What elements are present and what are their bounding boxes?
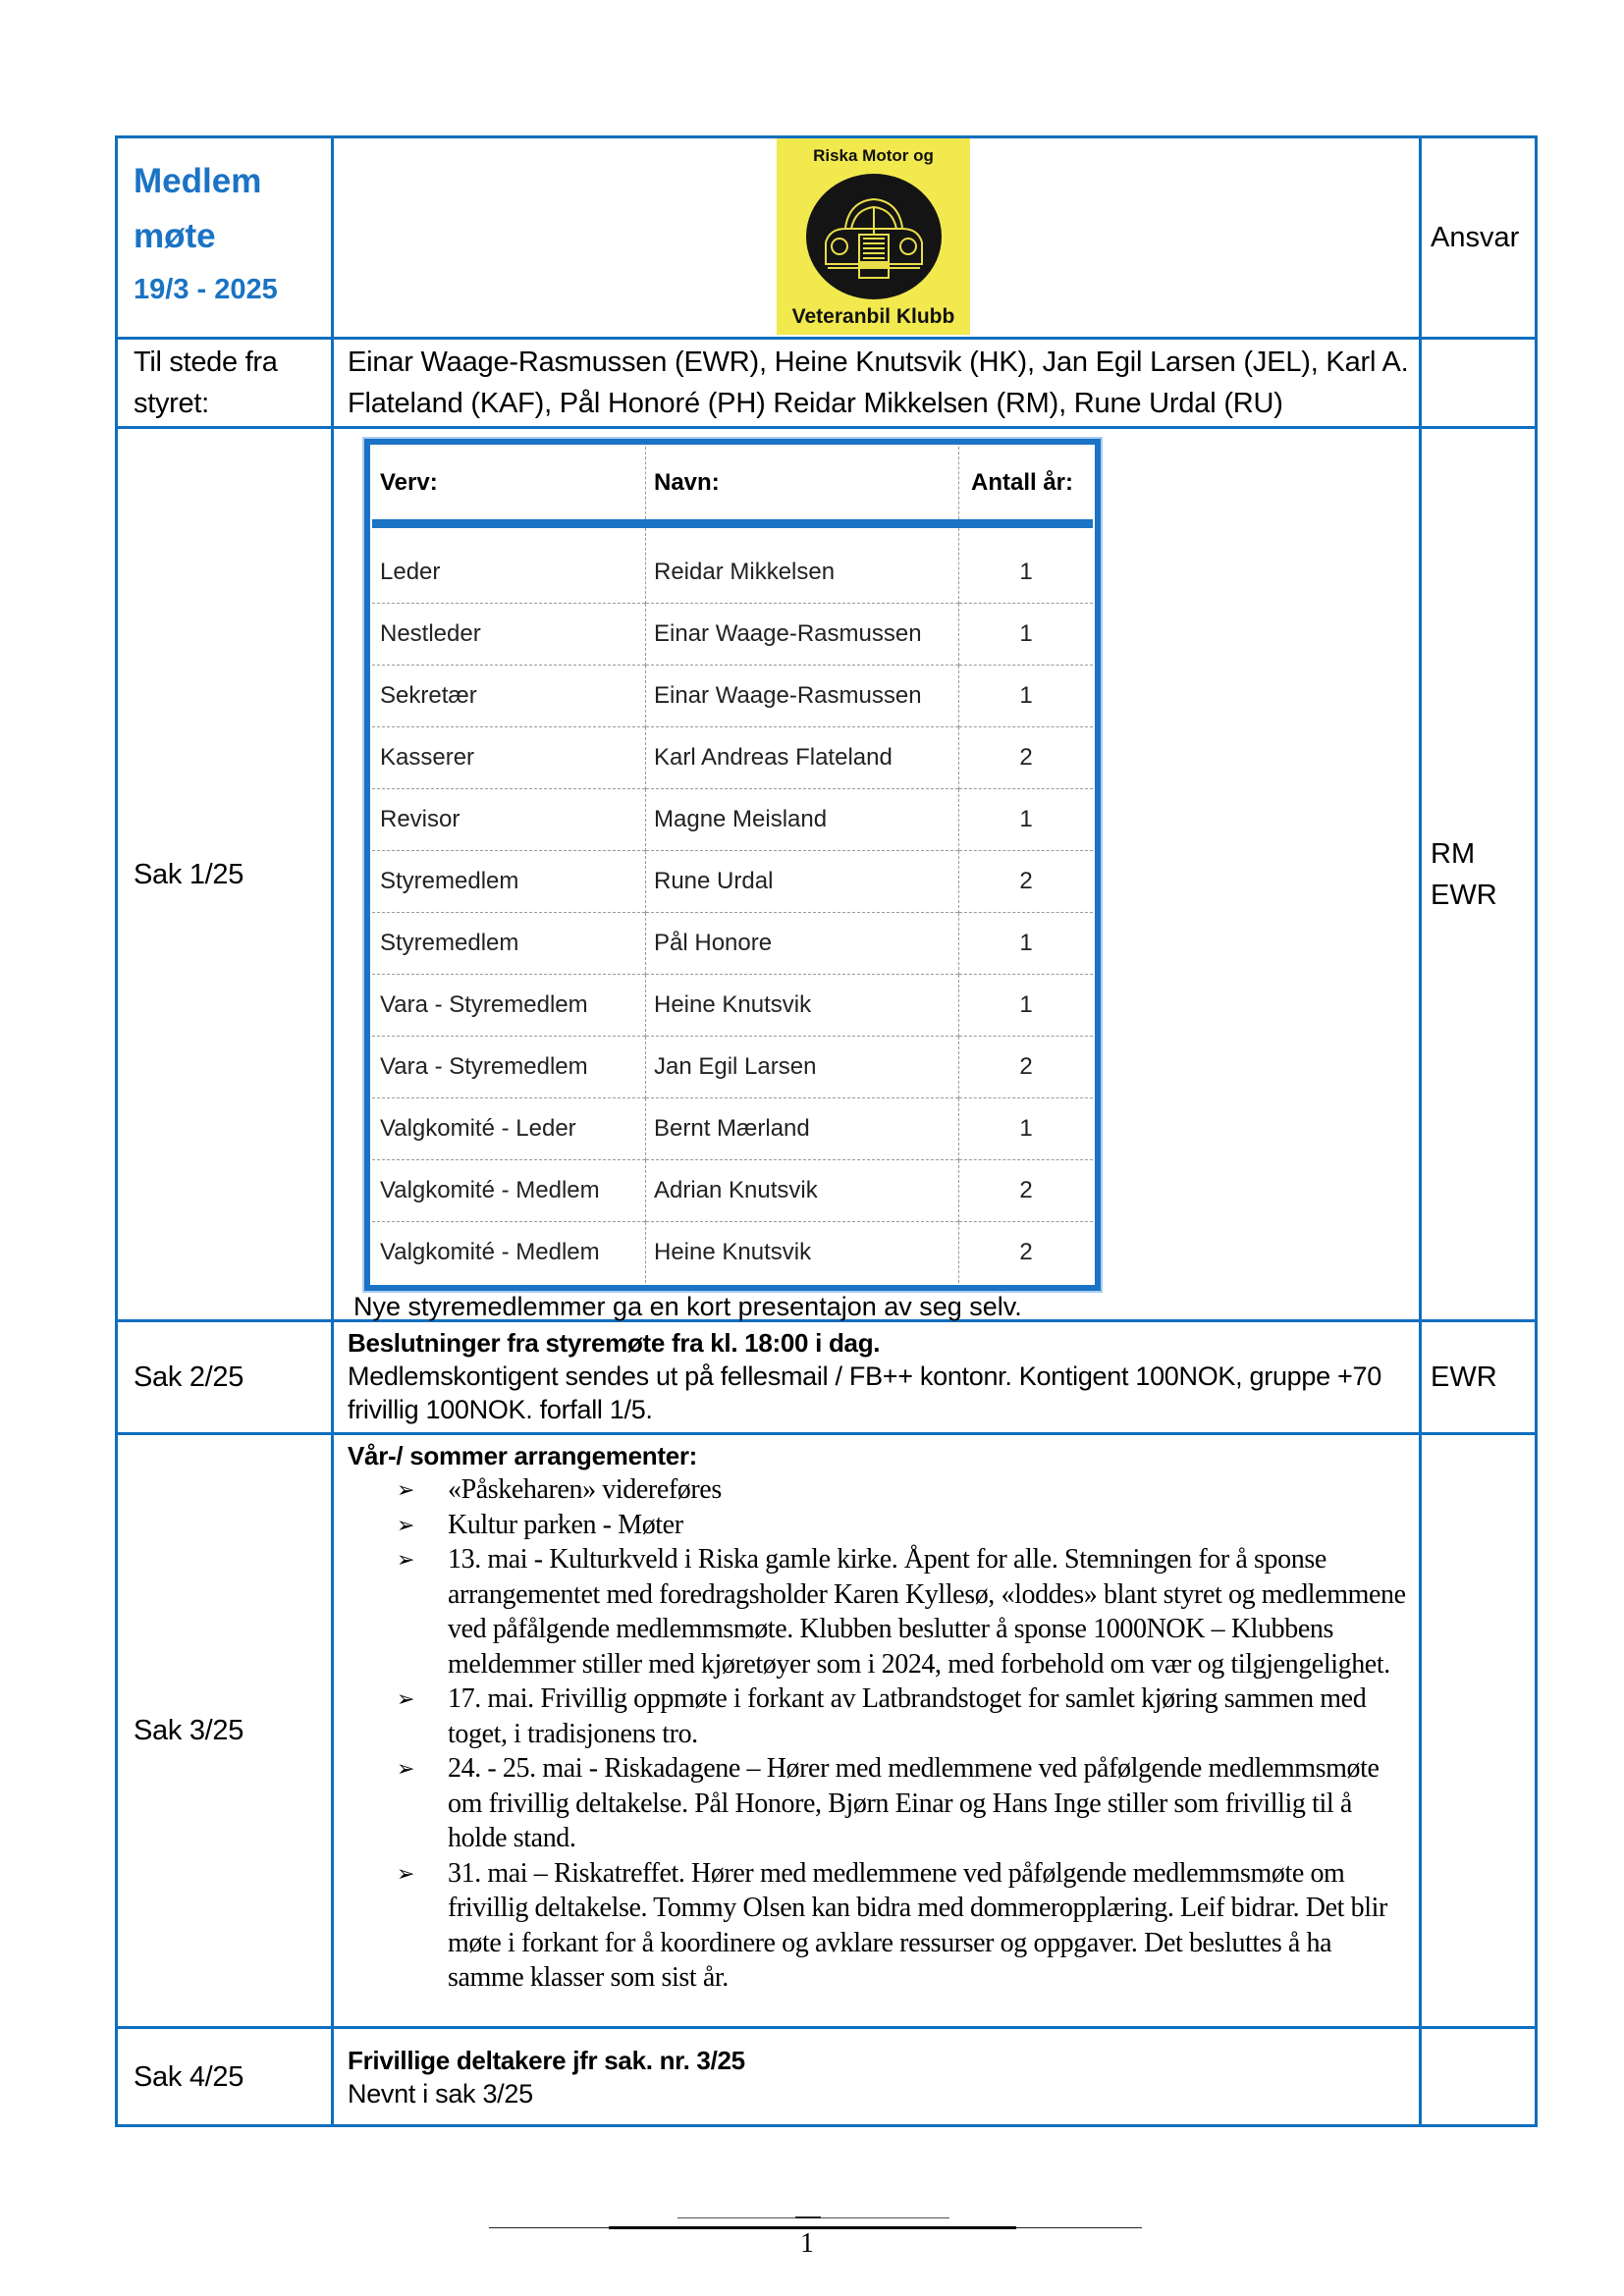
years-cell: 1 (1019, 620, 1033, 647)
logo-bottom-text: Veteranbil Klubb (791, 305, 955, 328)
ansvar-header: Ansvar (1421, 137, 1537, 339)
present-row (117, 339, 1537, 428)
sak3-content (333, 1434, 1421, 2028)
sak1-content (333, 428, 1421, 1321)
table-row (372, 789, 1093, 851)
title-cell (117, 137, 333, 339)
arrow-bullet-icon: ➢ (397, 1512, 415, 1537)
list-item: ➢ «Påskeharen» videreføres (397, 1472, 1409, 1508)
name-cell: Reidar Mikkelsen (646, 524, 959, 604)
logo-top-text: Riska Motor og (813, 146, 934, 165)
years-cell: 2 (1019, 744, 1033, 771)
list-item: ➢ 13. mai - Kulturkveld i Riska gamle kirke. Åpent for alle. Stemningen for å sponse arrangementet med foredragsholder Karen Kyllesø, «loddes» blant styret og medlemmene ved påfålgende medlemmsmøte. Klubben beslutter å sponse 1000NOK – Klubbens meldemmer stiller med kjøretøyer som i 2024, med forbehold om vær og tilgjengelighet. (397, 1544, 1406, 1680)
list-item: ➢ 17. mai. Frivillig oppmøte i forkant av Latbrandstoget for samlet kjøring sammen med toget, i tradisjonens tro. (397, 1683, 1367, 1749)
table-row (372, 913, 1093, 975)
page-number: 1 (800, 2228, 814, 2259)
role-cell: Valgkomité - Medlem (372, 1222, 646, 1284)
sak4-content (333, 2028, 1421, 2126)
present-label: Til stede fra styret: (117, 339, 333, 428)
years-cell: 1 (1019, 806, 1033, 832)
list-item: ➢ 24. - 25. mai - Riskadagene – Hører med medlemmene ved påfølgende medlemmsmøte om frivillig deltakelse. Pål Honore, Bjørn Einar og Hans Inge stiller som frivillig til å holde stand. (397, 1753, 1380, 1853)
header-row (117, 137, 1537, 339)
table-row (372, 851, 1093, 913)
minutes-table (115, 135, 1538, 2127)
vintage-car-icon (806, 174, 942, 299)
years-cell: 2 (1019, 1239, 1033, 1265)
name-cell: Rune Urdal (646, 851, 959, 913)
arrow-bullet-icon: ➢ (397, 1860, 415, 1886)
role-cell: Styremedlem (372, 913, 646, 975)
sak1-note: Nye styremedlemmer ga en kort presentajon av seg selv. (353, 1292, 1022, 1321)
sak4-row (117, 2028, 1537, 2126)
table-row (372, 1037, 1093, 1098)
meeting-date: 19/3 - 2025 (134, 274, 278, 305)
role-cell: Leder (372, 524, 646, 604)
years-cell: 1 (1019, 991, 1033, 1018)
table-row (372, 666, 1093, 727)
years-cell: 1 (1019, 930, 1033, 956)
table-row (372, 604, 1093, 666)
footer-rule-mark (795, 2216, 821, 2218)
sak3-row (117, 1434, 1537, 2028)
roles-header-role: Verv: (372, 447, 646, 524)
years-cell: 2 (1019, 1053, 1033, 1080)
years-cell: 1 (1019, 682, 1033, 709)
sak1-label: Sak 1/25 (117, 428, 333, 1321)
arrow-bullet-icon: ➢ (397, 1756, 415, 1781)
sak4-ansvar (1421, 2028, 1537, 2126)
present-ansvar (1421, 339, 1537, 428)
table-row (372, 975, 1093, 1037)
sak1-ansvar-ewr: EWR (1431, 879, 1497, 911)
name-cell: Einar Waage-Rasmussen (646, 666, 959, 727)
role-cell: Sekretær (372, 666, 646, 727)
name-cell: Heine Knutsvik (646, 1222, 959, 1284)
role-cell: Nestleder (372, 604, 646, 666)
role-cell: Styremedlem (372, 851, 646, 913)
name-cell: Magne Meisland (646, 789, 959, 851)
role-cell: Vara - Styremedlem (372, 1037, 646, 1098)
sak3-event-list (348, 1472, 1409, 1996)
table-row (372, 1222, 1093, 1284)
sak2-heading: Beslutninger fra styremøte fra kl. 18:00 i dag. (348, 1328, 881, 1358)
name-cell: Einar Waage-Rasmussen (646, 604, 959, 666)
years-cell: 1 (1019, 1115, 1033, 1142)
table-row (372, 727, 1093, 789)
arrow-bullet-icon: ➢ (397, 1547, 415, 1572)
arrow-bullet-icon: ➢ (397, 1477, 415, 1502)
years-cell: 2 (1019, 868, 1033, 894)
sak4-label: Sak 4/25 (117, 2028, 333, 2126)
name-cell: Jan Egil Larsen (646, 1037, 959, 1098)
title-line-1: Medlem (134, 162, 262, 200)
name-cell: Adrian Knutsvik (646, 1160, 959, 1222)
sak2-label: Sak 2/25 (117, 1321, 333, 1434)
present-members: Einar Waage-Rasmussen (EWR), Heine Knutsvik (HK), Jan Egil Larsen (JEL), Karl A. Flateland (KAF), Pål Honoré (PH) Reidar Mikkelsen (RM), Rune Urdal (RU) (333, 339, 1421, 428)
sak1-ansvar (1421, 428, 1537, 1321)
list-item: ➢ Kultur parken - Møter (397, 1508, 1409, 1543)
name-cell: Karl Andreas Flateland (646, 727, 959, 789)
sak2-row (117, 1321, 1537, 1434)
roles-header-name: Navn: (646, 447, 959, 524)
years-cell: 2 (1019, 1177, 1033, 1203)
table-row (372, 524, 1093, 604)
role-cell: Kasserer (372, 727, 646, 789)
club-logo (777, 138, 970, 335)
name-cell: Bernt Mærland (646, 1098, 959, 1160)
title-line-2: møte (134, 217, 216, 255)
name-cell: Pål Honore (646, 913, 959, 975)
sak4-text: Nevnt i sak 3/25 (348, 2078, 533, 2109)
arrow-bullet-icon: ➢ (397, 1686, 415, 1711)
sak3-ansvar (1421, 1434, 1537, 2028)
roles-table (364, 439, 1101, 1291)
role-cell: Revisor (372, 789, 646, 851)
role-cell: Valgkomité - Medlem (372, 1160, 646, 1222)
list-item: ➢ 31. mai – Riskatreffet. Hører med medlemmene ved påfølgende medlemmsmøte om frivillig deltakelse. Tommy Olsen kan bidra med dommeropplæring. Leif bidrar. Det blir møte i forkant for å koordinere og avklare ressurser og oppgaver. Det besluttes å ha samme klasser som sist år. (397, 1857, 1387, 1993)
sak1-row (117, 428, 1537, 1321)
sak3-label: Sak 3/25 (117, 1434, 333, 2028)
sak2-text: Medlemskontigent sendes ut på fellesmail / FB++ kontonr. Kontigent 100NOK, gruppe +70 frivillig 100NOK. forfall 1/5. (348, 1362, 1381, 1424)
sak2-ansvar: EWR (1421, 1321, 1537, 1434)
roles-header-years: Antall år: (971, 469, 1074, 496)
role-cell: Valgkomité - Leder (372, 1098, 646, 1160)
sak2-content (333, 1321, 1421, 1434)
sak4-heading: Frivillige deltakere jfr sak. nr. 3/25 (348, 2045, 745, 2075)
years-cell: 1 (1019, 559, 1033, 585)
role-cell: Vara - Styremedlem (372, 975, 646, 1037)
sak1-ansvar-rm: RM (1431, 837, 1476, 870)
table-row (372, 1160, 1093, 1222)
table-row (372, 1098, 1093, 1160)
sak3-heading: Vår-/ sommer arrangementer: (348, 1441, 698, 1470)
logo-cell (333, 137, 1421, 339)
name-cell: Heine Knutsvik (646, 975, 959, 1037)
